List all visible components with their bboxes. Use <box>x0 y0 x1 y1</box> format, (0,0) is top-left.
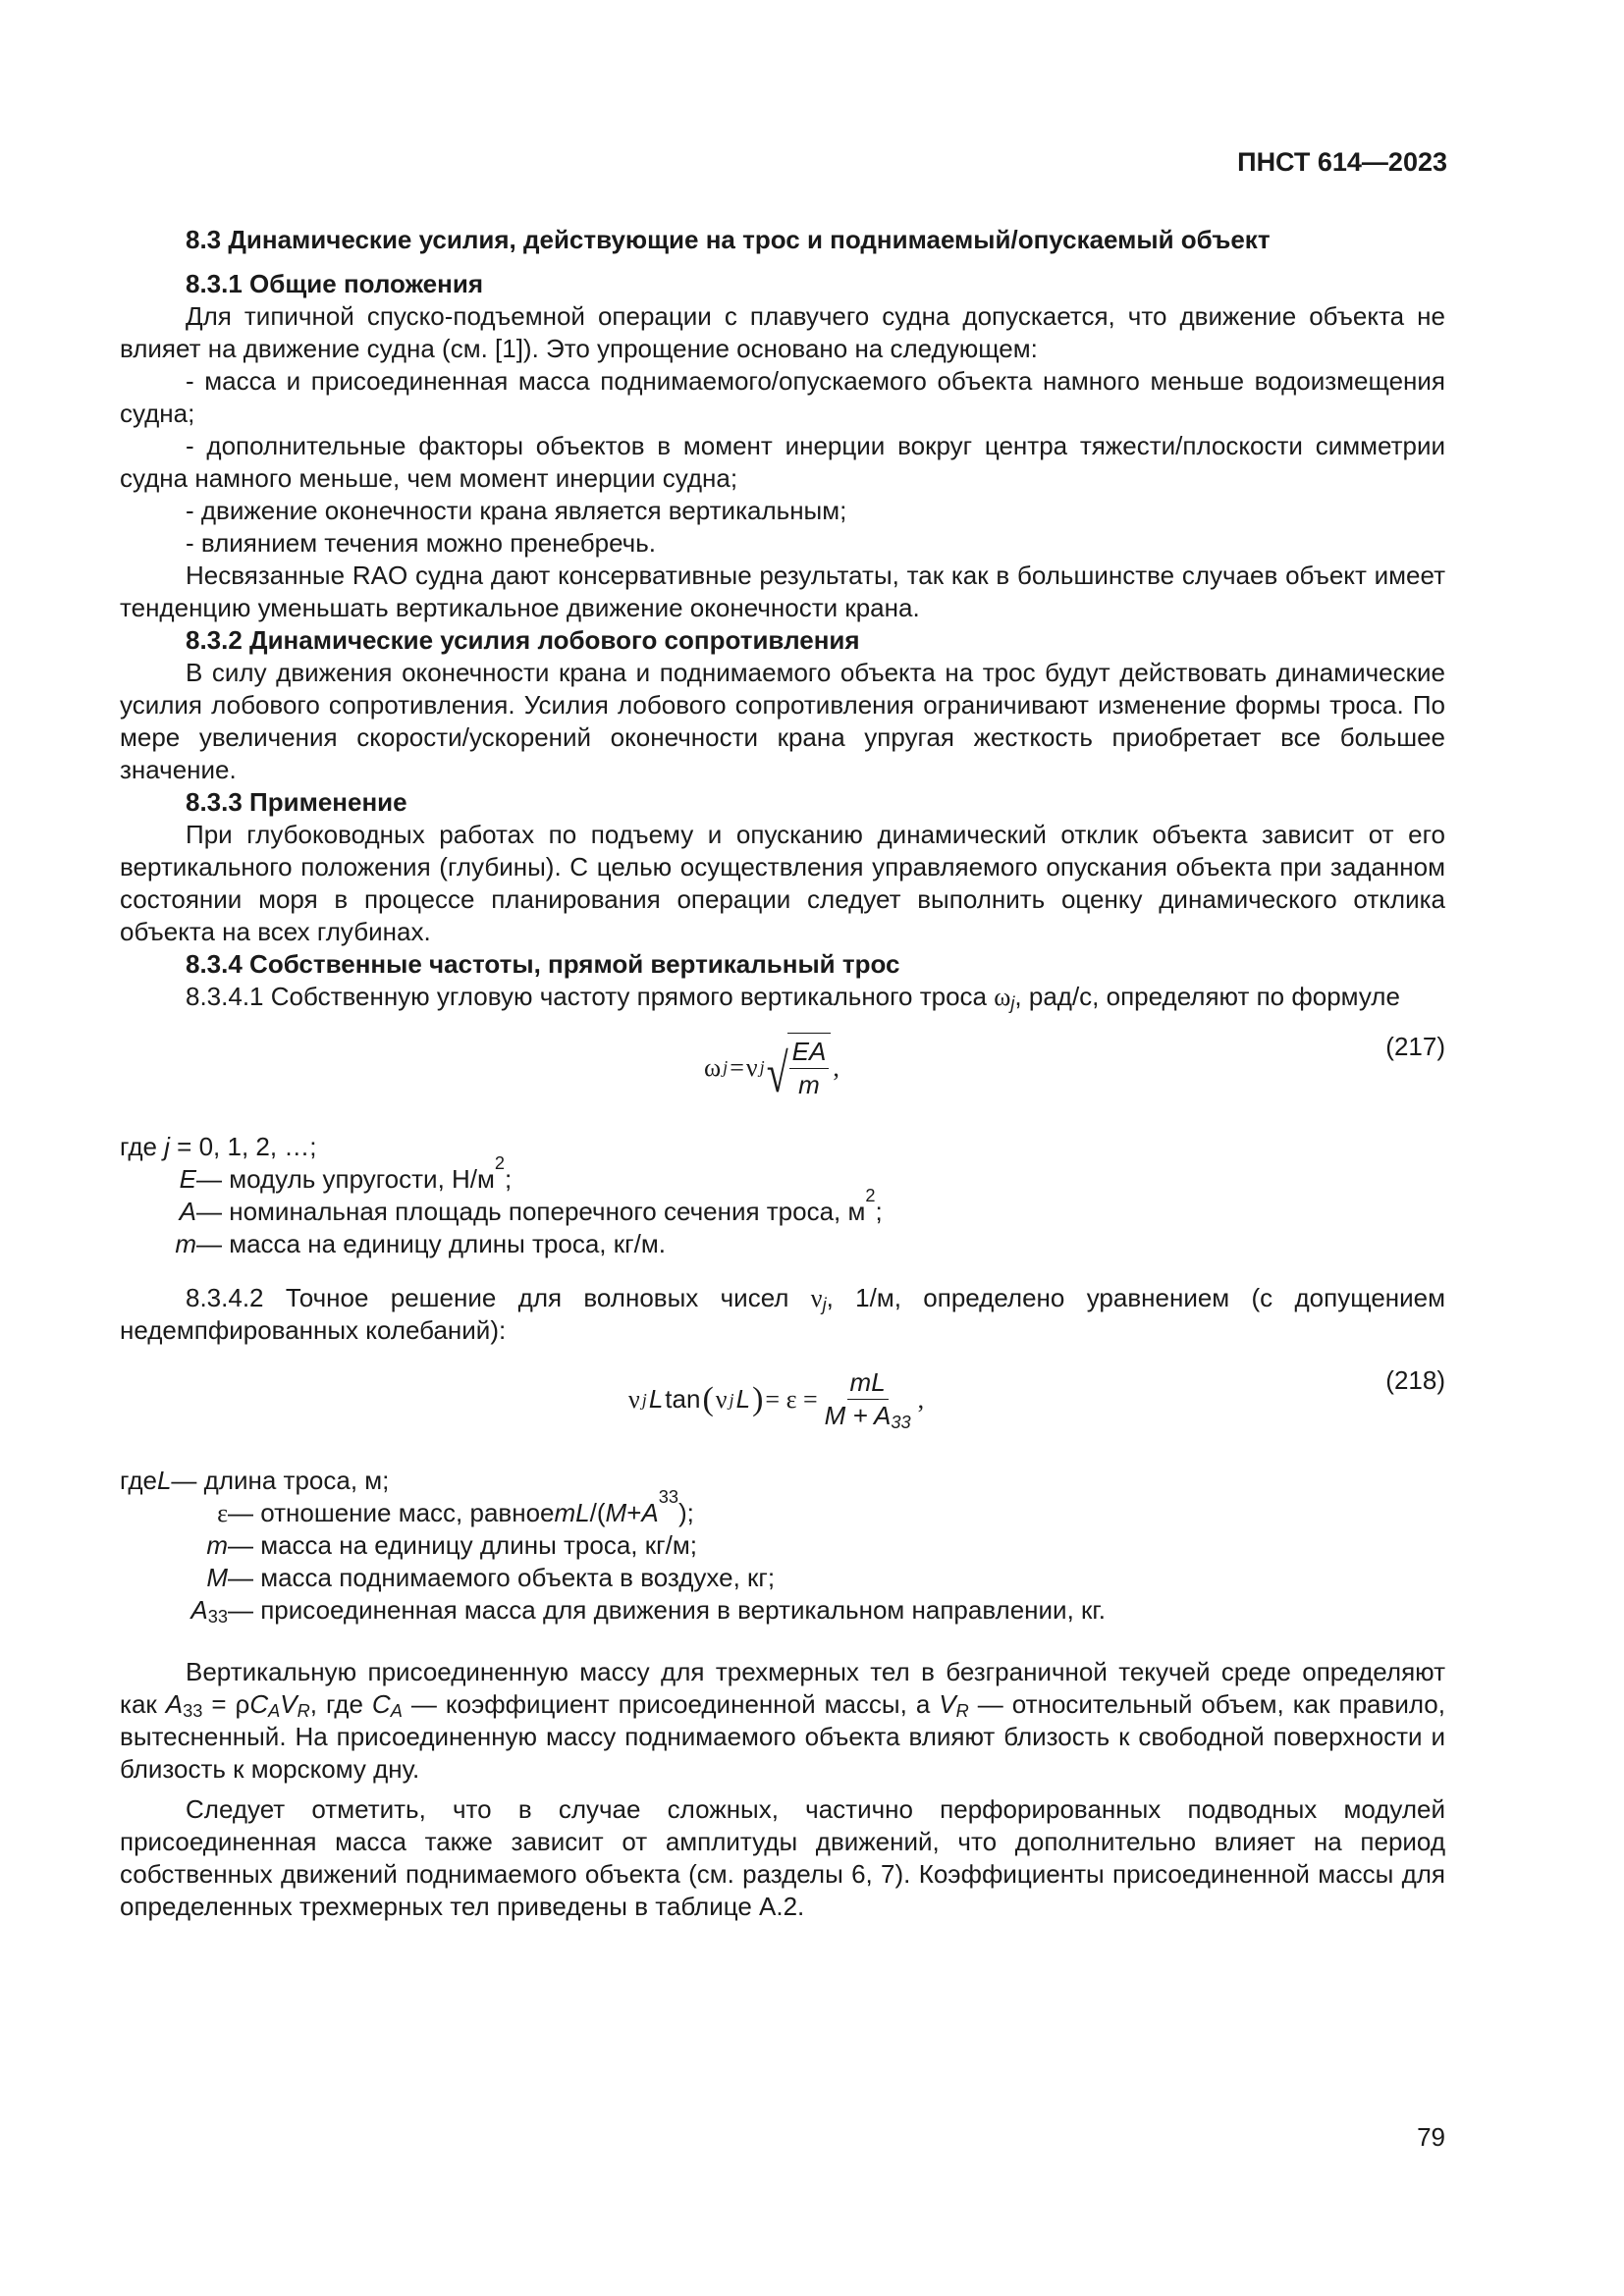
list-item: - влиянием течения можно пренебречь. <box>186 528 656 558</box>
variable-def: M — масса поднимаемого объекта в воздухе, кг; <box>206 1563 776 1592</box>
sqrt-sign: √ $\frac{EA}{m}$ <box>767 1033 832 1101</box>
variable-def: A — номинальная площадь поперечного сечения троса, м 2 ; <box>179 1186 883 1226</box>
paragraph-8-3-4-1: 8.3.4.1 Собственную угловую частоту прямого вертикального троса $\omega_j$, рад/с, определяют по формуле <box>186 982 1400 1013</box>
variable-def: $A_{33}$ — присоединенная масса для движения в вертикальном направлении, кг. <box>190 1595 1106 1627</box>
paragraph: Несвязанные RAO судна дают консервативные результаты, так как в большинстве случаев объект имеет тенденцию уменьшать вертикальное движение оконечности крана. <box>120 561 1445 622</box>
paragraph: Вертикальную присоединенную массу для трехмерных тел в безграничной текучей среде определяют как $A_{33} = \rho C_AV_R$, где $C_A$ — коэффициент присоединенной массы, а $V_R$ — относительный объем, как правило, вытесненный. На присоединенную массу поднимаемого объекта влияют близость к свободной поверхности и близость к морскому дну. <box>120 1657 1445 1784</box>
variable-def: m — масса на единицу длины троса, кг/м; <box>206 1530 697 1560</box>
section-8-3-2-title: 8.3.2 Динамические усилия лобового сопротивления <box>186 625 860 655</box>
paragraph: Для типичной спуско-подъемной операции с плавучего судна допускается, что движение объекта не влияет на движение судна (см. [1]). Это упрощение основано на следующем: <box>120 301 1445 363</box>
equation-number: (218) <box>1385 1365 1445 1395</box>
variable-def: ε — отношение масс, равное mL /( M + A 33 ); <box>217 1487 694 1527</box>
page-number: 79 <box>1417 2122 1445 2152</box>
paragraph: В силу движения оконечности крана и поднимаемого объекта на трос будут действовать динамические усилия лобового сопротивления. Усилия лобового сопротивления ограничивают изменение формы троса. По мере увеличения скорости/ускорений оконечности крана упругая жесткость приобретает все большее значение. <box>120 658 1445 784</box>
page-content <box>120 224 1445 1923</box>
where-line: где j = 0, 1, 2, …; <box>120 1132 317 1161</box>
paragraph: При глубоководных работах по подъему и опусканию динамический отклик объекта зависит от его вертикального положения (глубины). С целью осуществления управляемого опускания объекта при заданном состоянии моря в процессе планирования операции следует выполнить оценку динамического отклика объекта на всех глубинах. <box>120 820 1445 946</box>
equation-number: (217) <box>1385 1032 1445 1061</box>
variable-def: m — масса на единицу длины троса, кг/м. <box>175 1229 666 1258</box>
document-id: ПНСТ 614—2023 <box>1237 147 1447 177</box>
list-item: - дополнительные факторы объектов в момент инерции вокруг центра тяжести/плоскости симметрии судна намного меньше, чем момент инерции судна; <box>120 431 1445 493</box>
section-8-3-3-title: 8.3.3 Применение <box>186 787 407 817</box>
list-item: - движение оконечности крана является вертикальным; <box>186 496 847 525</box>
variable-def: E — модуль упругости, Н/м 2 ; <box>179 1153 513 1194</box>
list-item: - масса и присоединенная масса поднимаемого/опускаемого объекта намного меньше водоизмещения судна; <box>120 366 1445 428</box>
variable-list <box>120 1465 1445 1627</box>
formula-218: ν j L tan ( ν j L ) = ε = $\frac{mL}{M + A_{33}}$ , (218) <box>628 1365 1445 1432</box>
section-8-3-title: 8.3 Динамические усилия, действующие на трос и поднимаемый/опускаемый объект <box>186 225 1271 254</box>
variable-def: где L — длина троса, м; <box>120 1466 390 1495</box>
formula-217: ω j = ν j √ $\frac{EA}{m}$ , (217) <box>704 1032 1445 1104</box>
section-8-3-4-title: 8.3.4 Собственные частоты, прямой вертикальный трос <box>186 949 900 979</box>
section-8-3-1-title: 8.3.1 Общие положения <box>186 269 483 298</box>
paragraph-8-3-4-2: 8.3.4.2 Точное решение для волновых чисел $\nu_j$, 1/м, определено уравнением (с допущением недемпфированных колебаний): <box>120 1283 1445 1345</box>
paragraph: Следует отметить, что в случае сложных, частично перфорированных подводных модулей присоединенная масса также зависит от амплитуды движений, что дополнительно влияет на период собственных движений поднимаемого объекта (см. разделы 6, 7). Коэффициенты присоединенной массы для определенных трехмерных тел приведены в таблице А.2. <box>120 1794 1445 1921</box>
variable-list <box>120 1153 1445 1260</box>
